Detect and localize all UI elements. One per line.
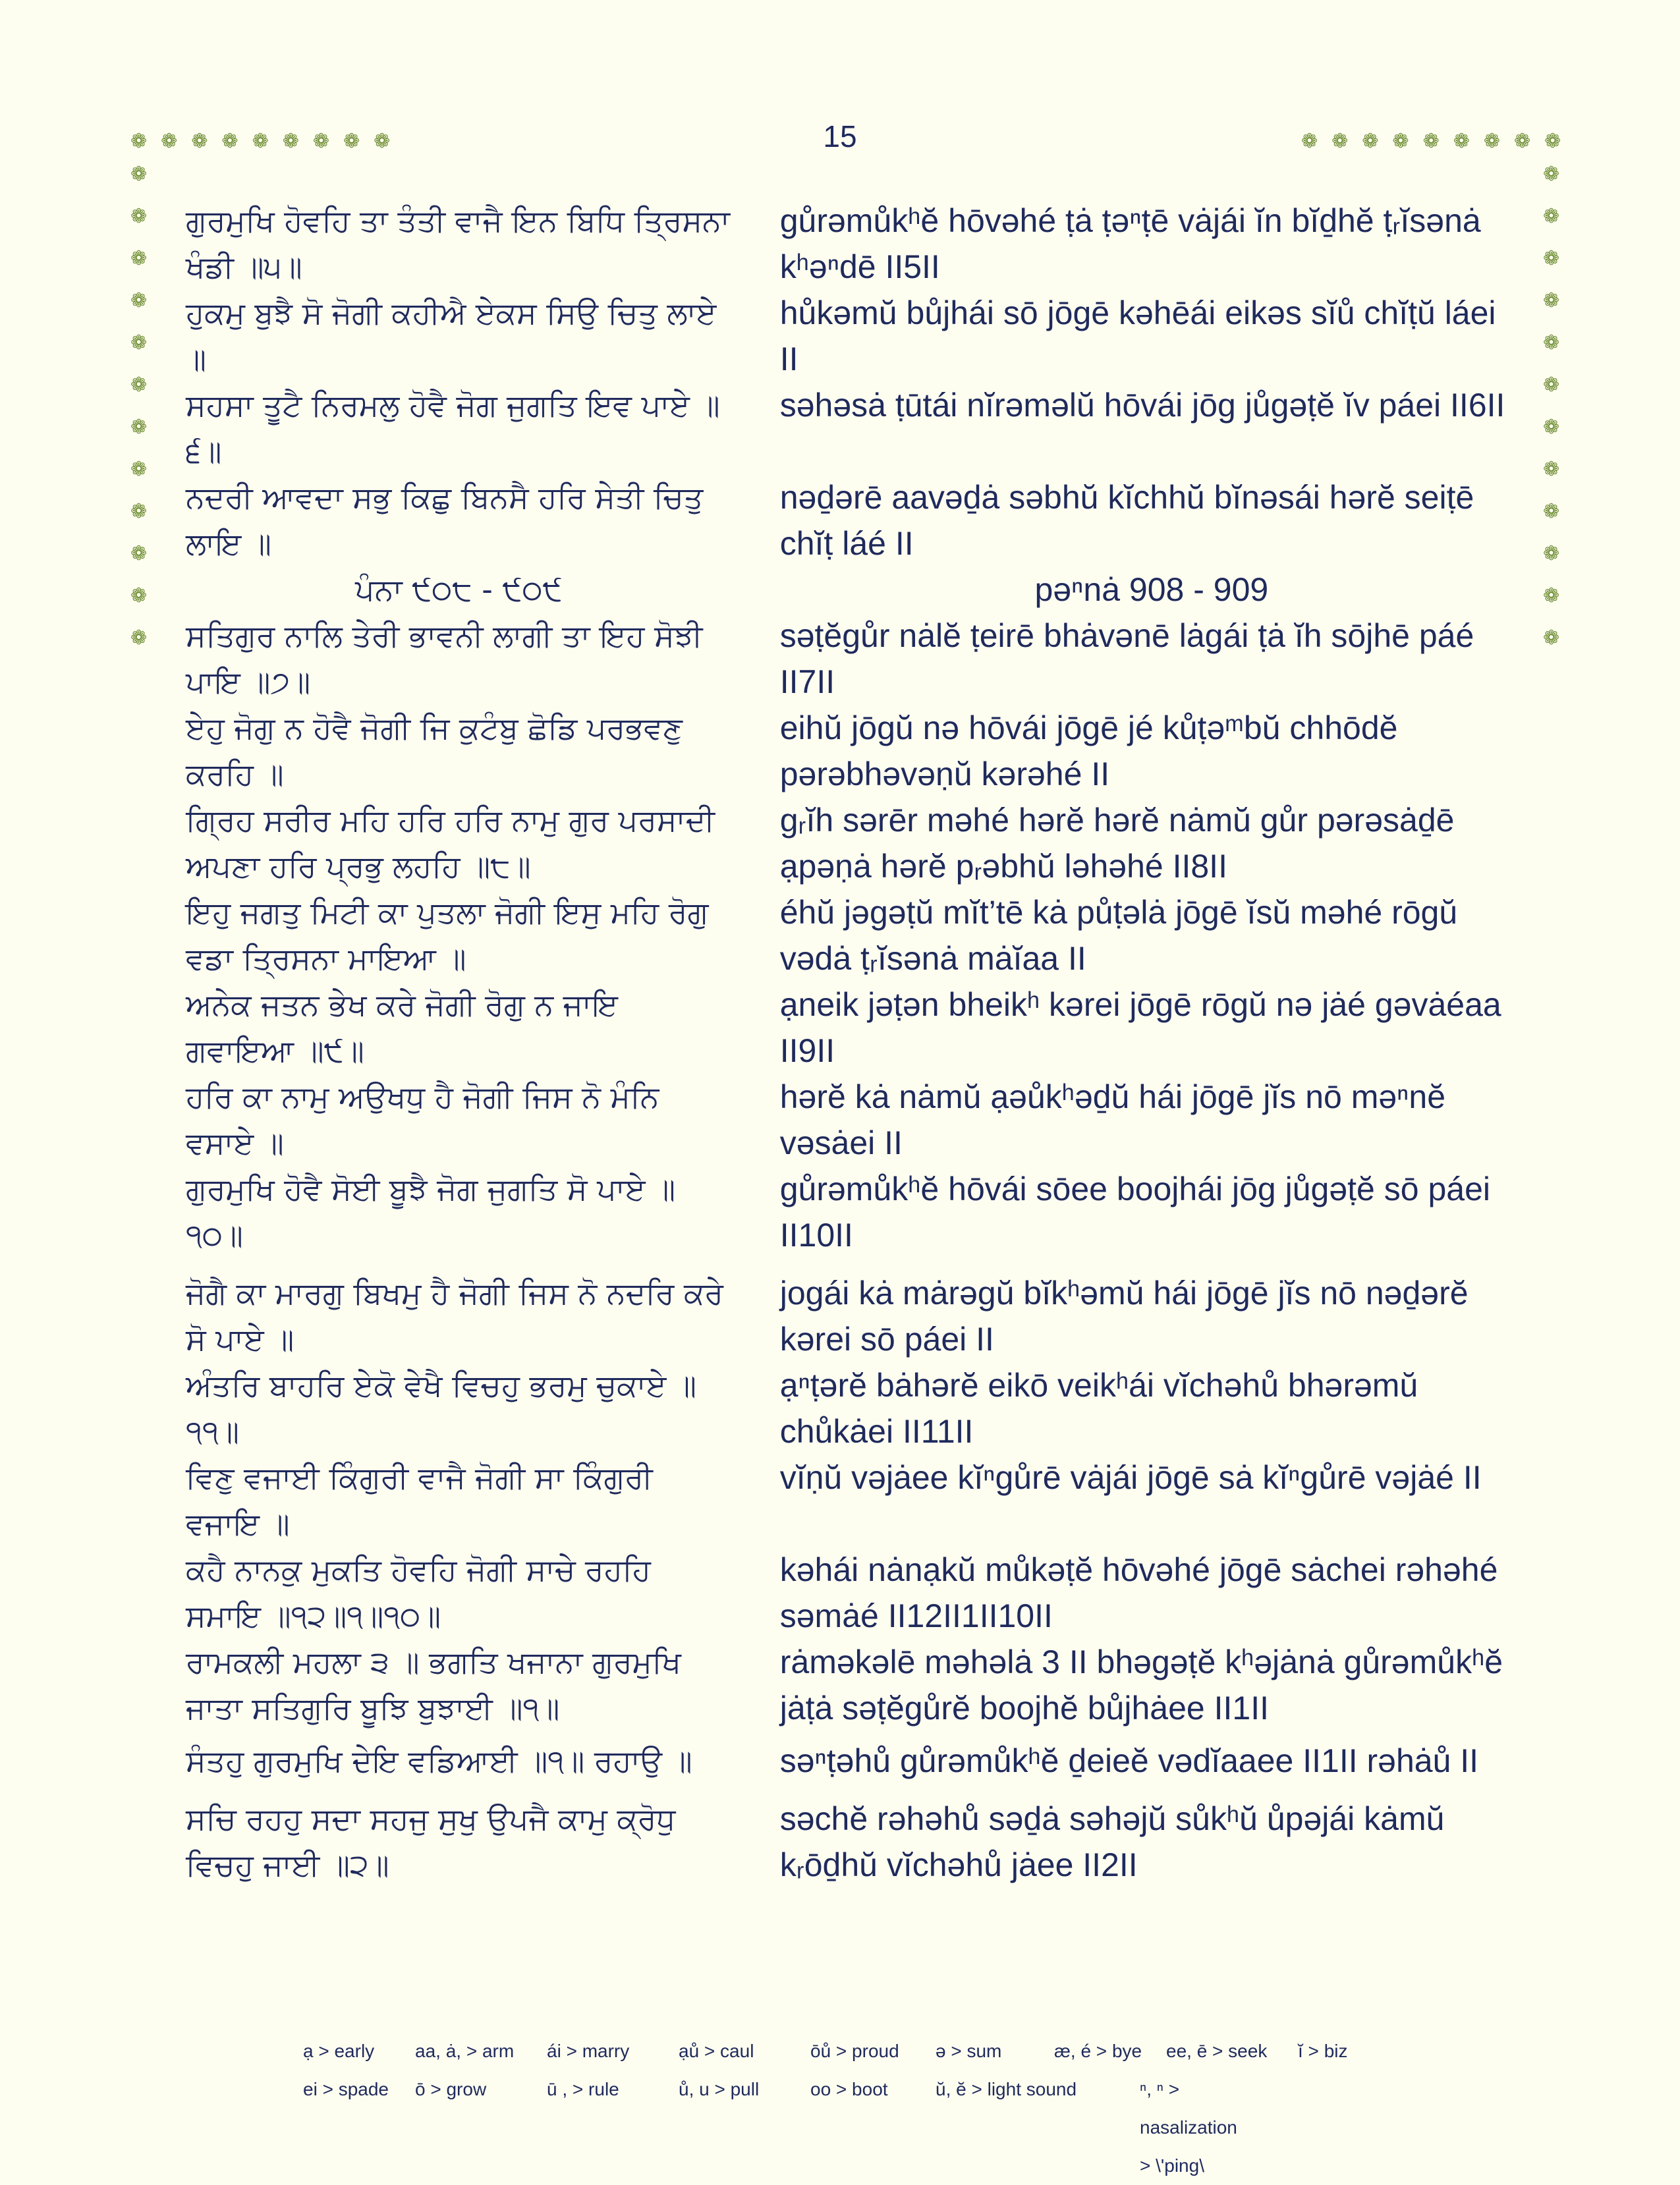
flower-ornament-icon: ❁ bbox=[1331, 130, 1349, 152]
verse-row bbox=[186, 474, 1523, 567]
legend-item: ū , > rule bbox=[547, 2079, 619, 2099]
flower-ornament-icon: ❁ bbox=[130, 585, 148, 607]
verse-row bbox=[186, 198, 1523, 290]
gurmukhi-text: ਹਰਿ ਕਾ ਨਾਮੁ ਅਉਖਧੁ ਹੈ ਜੋਗੀ ਜਿਸ ਨੋ ਮੰਨਿ ਵਸਾਏ ॥ bbox=[186, 1079, 659, 1161]
gurmukhi-text: ਗੁਰਮੁਖਿ ਹੋਵਹਿ ਤਾ ਤੰਤੀ ਵਾਜੈ ਇਨ ਬਿਧਿ ਤ੍ਰਿਸਨਾ ਖੰਡੀ ॥੫॥ bbox=[186, 203, 730, 285]
gurmukhi-text: ਰਾਮਕਲੀ ਮਹਲਾ ੩ ॥ ਭਗਤਿ ਖਜਾਨਾ ਗੁਰਮੁਖਿ ਜਾਤਾ ਸਤਿਗੁਰਿ ਬੂਝਿ ਬੁਝਾਈ ॥੧॥ bbox=[186, 1644, 681, 1726]
legend-item: aa, ȧ, > arm bbox=[415, 2041, 515, 2061]
flower-ornament-icon: ❁ bbox=[1543, 206, 1560, 227]
verse-row bbox=[186, 1454, 1523, 1547]
gurmukhi-text: ਨਦਰੀ ਆਵਦਾ ਸਭੁ ਕਿਛੁ ਬਿਨਸੈ ਹਰਿ ਸੇਤੀ ਚਿਤੁ ਲਾਇ ॥ bbox=[186, 480, 704, 561]
verse-row bbox=[186, 1738, 1523, 1784]
gurmukhi-text: ਕਹੈ ਨਾਨਕੁ ਮੁਕਤਿ ਹੋਵਹਿ ਜੋਗੀ ਸਾਚੇ ਰਹਹਿ ਸਮਾਇ ॥੧੨॥੧॥੧੦॥ bbox=[186, 1552, 651, 1634]
legend-row bbox=[303, 2070, 1555, 2185]
flower-ornament-icon: ❁ bbox=[1543, 585, 1560, 607]
transliteration-text: səⁿṭəhů gůrəmůkʰĕ ḏeieĕ vədĭaaee II1II rəhȧů II bbox=[779, 1742, 1479, 1779]
flower-ornament-icon: ❁ bbox=[1453, 130, 1470, 152]
ornament-right-column bbox=[1543, 165, 1559, 648]
flower-ornament-icon: ❁ bbox=[1543, 416, 1560, 438]
transliteration-text: səhəsȧ ṭūtái nĭrəməlŭ hōvái jōg jůgəṭĕ ĭv páei II6II bbox=[779, 387, 1505, 424]
flower-ornament-icon: ❁ bbox=[1362, 130, 1379, 152]
transliteration-text: gůrəmůkʰĕ hōvəhé ṭȧ ṭəⁿṭē vȧjái ĭn bĭḏhĕ ṭᵣĭsənȧ kʰəⁿdē II5II bbox=[779, 202, 1481, 285]
gurmukhi-text: ਸੰਤਹੁ ਗੁਰਮੁਖਿ ਦੇਇ ਵਡਿਆਈ ॥੧॥ ਰਹਾਉ ॥ bbox=[186, 1743, 692, 1779]
verse-row bbox=[186, 1362, 1523, 1454]
transliteration-text: kəhái nȧnạkŭ můkəṭĕ hōvəhé jōgē sȧchei rəhəhé səmȧé II12II1II10II bbox=[779, 1551, 1498, 1634]
legend-item: æ, é > bye bbox=[1054, 2041, 1142, 2061]
flower-ornament-icon: ❁ bbox=[130, 416, 148, 438]
flower-ornament-icon: ❁ bbox=[130, 206, 148, 227]
gurmukhi-text: ਜੋਗੈ ਕਾ ਮਾਰਗੁ ਬਿਖਮੁ ਹੈ ਜੋਗੀ ਜਿਸ ਨੋ ਨਦਰਿ ਕਰੇ ਸੋ ਪਾਏ ॥ bbox=[186, 1275, 723, 1357]
flower-ornament-icon: ❁ bbox=[130, 458, 148, 480]
flower-ornament-icon: ❁ bbox=[1543, 248, 1560, 269]
transliteration-text: gᵣĭh sərēr məhé hərĕ hərĕ nȧmŭ gůr pərəsȧḏē ạpəṇȧ hərĕ pᵣəbhŭ ləhəhé II8II bbox=[779, 802, 1455, 885]
transliteration-text: eihŭ jōgŭ nə hōvái jōgē jé kůṭəᵐbŭ chhōdĕ pərəbhəvəṇŭ kərəhé II bbox=[779, 709, 1398, 792]
ornament-top-right bbox=[1301, 132, 1561, 152]
verse-row bbox=[186, 613, 1523, 705]
transliteration-text: səchĕ rəhəhů səḏȧ səhəjŭ sůkʰŭ ůpəjái kȧmŭ kᵣōḏhŭ vĭchəhů jȧee II2II bbox=[779, 1800, 1445, 1883]
verse-row bbox=[186, 1270, 1523, 1362]
page-number: 15 bbox=[823, 119, 857, 153]
gurmukhi-text: ਵਿਣੁ ਵਜਾਈ ਕਿੰਗੁਰੀ ਵਾਜੈ ਜੋਗੀ ਸਾ ਕਿੰਗੁਰੀ ਵਜਾਇ ॥ bbox=[186, 1460, 653, 1541]
transliteration-text: pəⁿnȧ 908 - 909 bbox=[1034, 571, 1269, 608]
transliteration-text: səṭĕgůr nȧlĕ ṭeirē bhȧvənē lȧgái ṭȧ ĭh sōjhē páé II7II bbox=[779, 617, 1474, 700]
verse-row bbox=[186, 290, 1523, 382]
legend-item: ⁿ, ⁿ > nasalization > \'ping\ bbox=[1140, 2079, 1237, 2176]
transliteration-text: rȧməkəlē məhəlȧ 3 II bhəgəṭĕ kʰəjȧnȧ gůrəmůkʰĕ jȧṭȧ səṭĕgůrĕ boojhĕ bůjhȧee II1II bbox=[779, 1644, 1503, 1727]
legend-item: ạ > early bbox=[303, 2041, 375, 2061]
legend-item: ŭ, ĕ > light sound bbox=[936, 2079, 1077, 2099]
flower-ornament-icon: ❁ bbox=[221, 130, 238, 152]
verse-row bbox=[186, 982, 1523, 1074]
flower-ornament-icon: ❁ bbox=[1543, 290, 1560, 312]
transliteration-text: vĭṇŭ vəjȧee kĭⁿgůrē vȧjái jōgē sȧ kĭⁿgůrē vəjȧé II bbox=[779, 1459, 1482, 1496]
flower-ornament-icon: ❁ bbox=[130, 248, 148, 269]
flower-ornament-icon: ❁ bbox=[1543, 501, 1560, 522]
flower-ornament-icon: ❁ bbox=[374, 130, 391, 152]
flower-ornament-icon: ❁ bbox=[130, 332, 148, 354]
gurmukhi-text: ਅਨੇਕ ਜਤਨ ਭੇਖ ਕਰੇ ਜੋਗੀ ਰੋਗੁ ਨ ਜਾਇ ਗਵਾਇਆ ॥੯॥ bbox=[186, 987, 618, 1068]
verse-row bbox=[186, 1796, 1523, 1888]
legend-item: ō > grow bbox=[415, 2079, 487, 2099]
flower-ornament-icon: ❁ bbox=[1544, 130, 1561, 152]
page-range-heading bbox=[186, 567, 1523, 613]
gurmukhi-text: ਹੁਕਮੁ ਬੁਝੈ ਸੋ ਜੋਗੀ ਕਹੀਐ ਏਕਸ ਸਿਉ ਚਿਤੁ ਲਾਏ ॥ bbox=[186, 295, 717, 377]
verse-row bbox=[186, 1547, 1523, 1639]
legend-item: ə > sum bbox=[936, 2041, 1002, 2061]
flower-ornament-icon: ❁ bbox=[282, 130, 299, 152]
flower-ornament-icon: ❁ bbox=[1422, 130, 1440, 152]
verse-row bbox=[186, 889, 1523, 982]
flower-ornament-icon: ❁ bbox=[1543, 458, 1560, 480]
transliteration-text: hůkəmŭ bůjhái sō jōgē kəhēái eikəs sĭů chĭṭŭ láei II bbox=[779, 294, 1496, 377]
flower-ornament-icon: ❁ bbox=[130, 501, 148, 522]
flower-ornament-icon: ❁ bbox=[130, 130, 148, 152]
scripture-content bbox=[186, 198, 1523, 1888]
transliteration-text: ạⁿṭərĕ bȧhərĕ eikō veikʰái vĭchəhů bhərəmŭ chůkȧei II11II bbox=[779, 1367, 1418, 1450]
legend-item: ōů > proud bbox=[810, 2041, 899, 2061]
flower-ornament-icon: ❁ bbox=[1543, 543, 1560, 565]
gurmukhi-text: ਪੰਨਾ ੯੦੮ - ੯੦੯ bbox=[355, 572, 563, 607]
gurmukhi-text: ਸਤਿਗੁਰ ਨਾਲਿ ਤੇਰੀ ਭਾਵਨੀ ਲਾਗੀ ਤਾ ਇਹ ਸੋਝੀ ਪਾਇ ॥੭॥ bbox=[186, 618, 703, 700]
transliteration-text: jogái kȧ mȧrəgŭ bĭkʰəmŭ hái jōgē jĭs nō nəḏərĕ kərei sō páei II bbox=[779, 1275, 1469, 1358]
transliteration-text: nəḏərē aavəḏȧ səbhŭ kĭchhŭ bĭnəsái hərĕ seiṭē chĭṭ láé II bbox=[779, 479, 1474, 562]
flower-ornament-icon: ❁ bbox=[312, 130, 329, 152]
flower-ornament-icon: ❁ bbox=[130, 290, 148, 312]
flower-ornament-icon: ❁ bbox=[130, 374, 148, 396]
legend-item: ái > marry bbox=[547, 2041, 630, 2061]
flower-ornament-icon: ❁ bbox=[130, 163, 148, 185]
legend-item: ee, ē > seek bbox=[1166, 2041, 1268, 2061]
verse-row bbox=[186, 1639, 1523, 1731]
flower-ornament-icon: ❁ bbox=[252, 130, 269, 152]
legend-item: ei > spade bbox=[303, 2079, 389, 2099]
ornament-left-column bbox=[130, 165, 147, 648]
flower-ornament-icon: ❁ bbox=[191, 130, 208, 152]
gurmukhi-text: ਸਚਿ ਰਹਹੁ ਸਦਾ ਸਹਜੁ ਸੁਖੁ ਉਪਜੈ ਕਾਮੁ ਕ੍ਰੋਧੁ ਵਿਚਹੁ ਜਾਈ ॥੨॥ bbox=[186, 1801, 676, 1883]
flower-ornament-icon: ❁ bbox=[1513, 130, 1531, 152]
verse-row bbox=[186, 382, 1523, 474]
verse-row bbox=[186, 705, 1523, 797]
legend-item: ĭ > biz bbox=[1298, 2041, 1348, 2061]
pronunciation-legend bbox=[303, 2032, 1555, 2185]
gurmukhi-text: ਏਹੁ ਜੋਗੁ ਨ ਹੋਵੈ ਜੋਗੀ ਜਿ ਕੁਟੰਬੁ ਛੋਡਿ ਪਰਭਵਣੁ ਕਰਹਿ ॥ bbox=[186, 710, 683, 792]
transliteration-text: gůrəmůkʰĕ hōvái sōee boojhái jōg jůgəṭĕ sō páei II10II bbox=[779, 1171, 1490, 1254]
gurmukhi-text: ਗ੍ਰਿਹ ਸਰੀਰ ਮਹਿ ਹਰਿ ਹਰਿ ਨਾਮੁ ਗੁਰ ਪਰਸਾਦੀ ਅਪਣਾ ਹਰਿ ਪ੍ਰਭੁ ਲਹਹਿ ॥੮॥ bbox=[186, 802, 715, 884]
flower-ornament-icon: ❁ bbox=[161, 130, 178, 152]
ornament-top-left bbox=[130, 132, 390, 152]
flower-ornament-icon: ❁ bbox=[1543, 332, 1560, 354]
gurmukhi-text: ਗੁਰਮੁਖਿ ਹੋਵੈ ਸੋਈ ਬੂਝੈ ਜੋਗ ਜੁਗਤਿ ਸੋ ਪਾਏ ॥੧੦॥ bbox=[186, 1171, 676, 1253]
verse-row bbox=[186, 1074, 1523, 1166]
legend-item: oo > boot bbox=[810, 2079, 888, 2099]
legend-item: ů, u > pull bbox=[679, 2079, 760, 2099]
transliteration-text: ạneik jəṭən bheikʰ kərei jōgē rōgŭ nə jȧé gəvȧéaa II9II bbox=[779, 986, 1501, 1069]
legend-row bbox=[303, 2032, 1555, 2070]
gurmukhi-text: ਸਹਸਾ ਤੂਟੈ ਨਿਰਮਲੁ ਹੋਵੈ ਜੋਗ ਜੁਗਤਿ ਇਵ ਪਾਏ ॥੬॥ bbox=[186, 387, 720, 469]
flower-ornament-icon: ❁ bbox=[343, 130, 360, 152]
transliteration-text: éhŭ jəgəṭŭ mĭt’tē kȧ půṭəlȧ jōgē ĭsŭ məhé rōgŭ vədȧ ṭᵣĭsənȧ mȧĭaa II bbox=[779, 894, 1458, 977]
verse-row bbox=[186, 1166, 1523, 1258]
flower-ornament-icon: ❁ bbox=[1543, 163, 1560, 185]
flower-ornament-icon: ❁ bbox=[1543, 627, 1560, 649]
flower-ornament-icon: ❁ bbox=[1392, 130, 1409, 152]
gurmukhi-text: ਇਹੁ ਜਗਤੁ ਮਿਟੀ ਕਾ ਪੁਤਲਾ ਜੋਗੀ ਇਸੁ ਮਹਿ ਰੋਗੁ ਵਡਾ ਤ੍ਰਿਸਨਾ ਮਾਇਆ ॥ bbox=[186, 895, 709, 976]
legend-item: ạů > caul bbox=[679, 2041, 754, 2061]
verse-row bbox=[186, 797, 1523, 889]
flower-ornament-icon: ❁ bbox=[130, 543, 148, 565]
gurmukhi-text: ਅੰਤਰਿ ਬਾਹਰਿ ਏਕੋ ਵੇਖੈ ਵਿਚਹੁ ਭਰਮੁ ਚੁਕਾਏ ॥੧੧॥ bbox=[186, 1368, 697, 1449]
flower-ornament-icon: ❁ bbox=[1543, 374, 1560, 396]
flower-ornament-icon: ❁ bbox=[130, 627, 148, 649]
flower-ornament-icon: ❁ bbox=[1301, 130, 1318, 152]
transliteration-text: hərĕ kȧ nȧmŭ ạəůkʰəḏŭ hái jōgē jĭs nō məⁿnĕ vəsȧei II bbox=[779, 1078, 1446, 1161]
flower-ornament-icon: ❁ bbox=[1483, 130, 1500, 152]
